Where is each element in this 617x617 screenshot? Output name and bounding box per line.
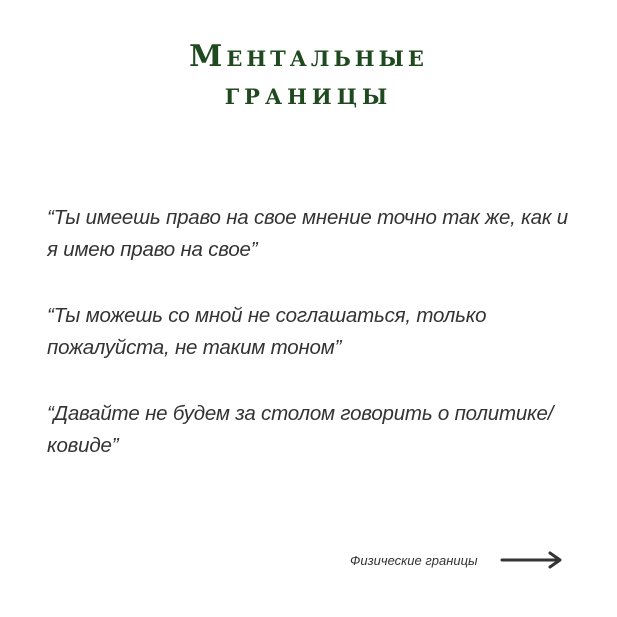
title-line-2: границы — [224, 77, 393, 112]
quote-item: “Давайте не будем за столом говорить о политике/ковиде” — [47, 402, 554, 457]
quotes-list — [47, 202, 577, 496]
next-page-link[interactable] — [350, 545, 564, 575]
quote-item: “Ты можешь со мной не соглашаться, только пожалуйста, не таким тоном” — [47, 304, 487, 359]
quote-item: “Ты имеешь право на свое мнение точно так же, как и я имею право на свое” — [47, 206, 569, 261]
title-line-1: Ментальные — [189, 39, 428, 74]
arrow-right-icon[interactable] — [500, 550, 564, 570]
page-title — [0, 38, 617, 114]
next-page-label: Физические границы — [350, 552, 478, 568]
